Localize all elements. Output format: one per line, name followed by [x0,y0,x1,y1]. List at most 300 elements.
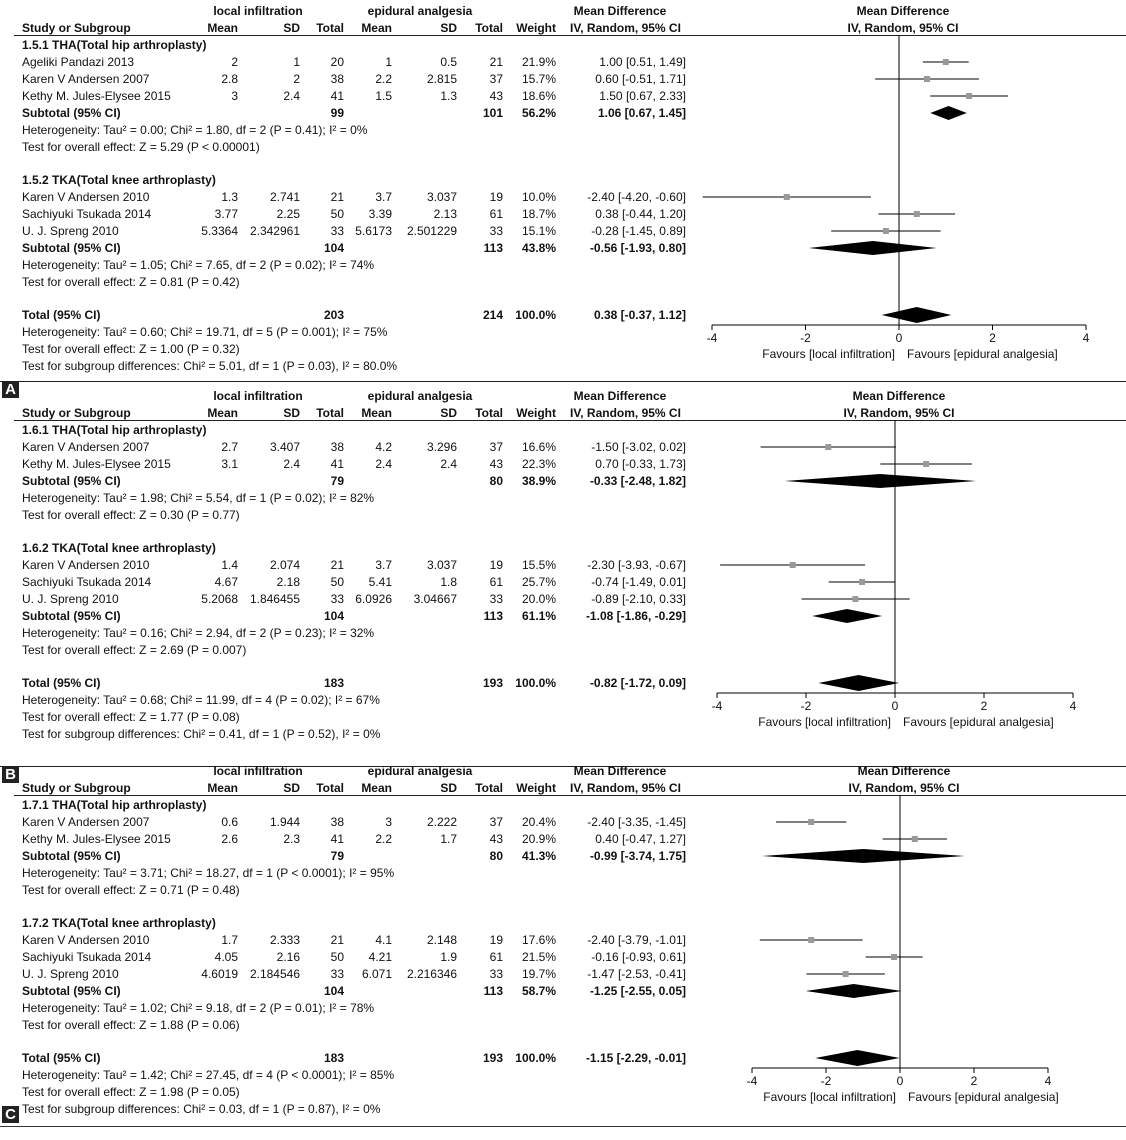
plot-subheader: IV, Random, 95% CI [699,406,1099,420]
study-row-mean1: 4.67 [0,575,238,589]
subtotal-row-ci: -1.25 [-2.55, 0.05] [386,984,686,998]
subtotal-row-weight: 43.8% [256,241,556,255]
subtotal-row-total2: 80 [203,474,503,488]
study-row-ci: 0.70 [-0.33, 1.73] [386,457,686,471]
subgroup-title: 1.7.1 THA(Total hip arthroplasty) [22,798,206,812]
study-row-mean1: 2 [0,55,238,69]
subtotal-row-total2: 113 [203,609,503,623]
total-overall-effect-text: Test for overall effect: Z = 1.00 (P = 0.32) [22,342,240,356]
x-tick-label: 4 [873,699,1126,713]
study-row-sd2: 3.037 [157,190,457,204]
subtotal-row-label: Subtotal (95% CI) [22,609,121,623]
study-row-total2: 43 [203,832,503,846]
heterogeneity-text: Heterogeneity: Tau² = 1.98; Chi² = 5.54, df = 1 (P = 0.02); I² = 82% [22,491,374,505]
study-row-sd1: 2 [0,72,300,86]
column-mean-1: Mean [0,406,238,420]
subtotal-row-total2: 113 [203,241,503,255]
heterogeneity-text: Heterogeneity: Tau² = 1.02; Chi² = 9.18, df = 2 (P = 0.01); I² = 78% [22,1001,374,1015]
subtotal-row-total1: 79 [44,474,344,488]
study-row-total1: 50 [44,207,344,221]
x-tick-label: -4 [517,699,917,713]
study-row-mean2: 3.7 [92,558,392,572]
study-row-ci: -1.47 [-2.53, -0.41] [386,967,686,981]
study-row-mean1: 4.6019 [0,967,238,981]
group2-header: epidural analgesia [220,4,620,18]
subgroup-title: 1.7.2 TKA(Total knee arthroplasty) [22,916,216,930]
point-estimate [923,461,929,467]
column-study: Study or Subgroup [22,21,131,35]
subtotal-diamond [930,106,966,120]
point-estimate [790,562,796,568]
subtotal-row-weight: 61.1% [256,609,556,623]
subtotal-row-label: Subtotal (95% CI) [22,849,121,863]
favours-left-label: Favours [local infiltration] [591,715,891,729]
study-row-weight: 22.3% [256,457,556,471]
point-estimate [808,937,814,943]
study-row-total1: 41 [44,89,344,103]
study-row-weight: 20.0% [256,592,556,606]
study-row-sd2: 0.5 [157,55,457,69]
subtotal-row-label: Subtotal (95% CI) [22,474,121,488]
total-row-label: Total (95% CI) [22,308,100,322]
study-row-total1: 38 [44,440,344,454]
column-weight: Weight [256,781,556,795]
column-total-1: Total [44,406,344,420]
study-row-total1: 33 [44,224,344,238]
study-row-weight: 15.7% [256,72,556,86]
subtotal-row-total1: 79 [44,849,344,863]
study-row-label: Kethy M. Jules-Elysee 2015 [22,89,171,103]
x-tick-label: 2 [793,331,1126,345]
forest-panel-b [0,385,1126,765]
effect-column-header: Mean Difference [420,764,820,778]
column-sd-2: SD [157,406,457,420]
subgroup-differences-text: Test for subgroup differences: Chi² = 5.01, df = 1 (P = 0.03), I² = 80.0% [22,359,397,373]
point-estimate [912,836,918,842]
study-row-total2: 33 [203,967,503,981]
study-row-total1: 20 [44,55,344,69]
study-row-total2: 43 [203,457,503,471]
total-row-total1: 183 [44,676,344,690]
study-row-sd1: 2.16 [0,950,300,964]
point-estimate [943,59,949,65]
study-row-ci: -0.16 [-0.93, 0.61] [386,950,686,964]
column-weight: Weight [256,21,556,35]
study-row-sd1: 2.4 [0,457,300,471]
study-row-mean1: 2.8 [0,72,238,86]
study-row-ci: 0.38 [-0.44, 1.20] [386,207,686,221]
x-tick-label: 4 [886,331,1126,345]
subtotal-row-weight: 38.9% [256,474,556,488]
plot-subheader: IV, Random, 95% CI [703,21,1103,35]
heterogeneity-text: Heterogeneity: Tau² = 0.16; Chi² = 2.94, df = 2 (P = 0.23); I² = 32% [22,626,374,640]
forest-panel-c [0,760,1126,1140]
total-overall-effect-text: Test for overall effect: Z = 1.98 (P = 0.05) [22,1085,240,1099]
favours-left-label: Favours [local infiltration] [595,347,895,361]
group2-header: epidural analgesia [220,389,620,403]
study-row-sd1: 2.4 [0,89,300,103]
column-mean-2: Mean [92,406,392,420]
study-row-ci: 1.00 [0.51, 1.49] [386,55,686,69]
study-row-sd2: 1.3 [157,89,457,103]
total-overall-effect-text: Test for overall effect: Z = 1.77 (P = 0.08) [22,710,240,724]
subtotal-row-ci: -1.08 [-1.86, -0.29] [386,609,686,623]
heterogeneity-text: Heterogeneity: Tau² = 1.05; Chi² = 7.65, df = 2 (P = 0.02); I² = 74% [22,258,374,272]
total-diamond [882,307,952,323]
study-row-weight: 18.7% [256,207,556,221]
column-sd-2: SD [157,781,457,795]
study-row-label: Karen V Andersen 2010 [22,558,149,572]
forest-panel-a [0,0,1126,380]
study-row-total1: 50 [44,575,344,589]
point-estimate [914,211,920,217]
column-ci: IV, Random, 95% CI [570,781,681,795]
study-row-weight: 20.9% [256,832,556,846]
study-row-mean2: 4.1 [92,933,392,947]
point-estimate [891,954,897,960]
column-total-2: Total [203,781,503,795]
panel-letter: A [2,381,19,398]
study-row-total1: 21 [44,190,344,204]
total-row-label: Total (95% CI) [22,1051,100,1065]
study-row-sd2: 2.216346 [157,967,457,981]
study-row-weight: 21.9% [256,55,556,69]
column-sd-2: SD [157,21,457,35]
study-row-sd2: 2.148 [157,933,457,947]
subtotal-row-label: Subtotal (95% CI) [22,106,121,120]
column-mean-1: Mean [0,21,238,35]
study-row-weight: 25.7% [256,575,556,589]
study-row-mean2: 4.21 [92,950,392,964]
subtotal-row-ci: -0.99 [-3.74, 1.75] [386,849,686,863]
subtotal-diamond [809,241,937,255]
subtotal-row-total2: 80 [203,849,503,863]
study-row-total1: 50 [44,950,344,964]
x-tick-label: -2 [606,331,1006,345]
study-row-sd2: 3.037 [157,558,457,572]
total-heterogeneity-text: Heterogeneity: Tau² = 0.60; Chi² = 19.71, df = 5 (P = 0.001); I² = 75% [22,325,387,339]
x-tick-label: -4 [552,1074,952,1088]
effect-column-header: Mean Difference [420,389,820,403]
study-row-mean2: 6.0926 [92,592,392,606]
x-tick-label: 4 [848,1074,1126,1088]
study-row-sd2: 2.4 [157,457,457,471]
subgroup-title: 1.6.2 TKA(Total knee arthroplasty) [22,541,216,555]
study-row-label: U. J. Spreng 2010 [22,224,119,238]
plot-header: Mean Difference [703,4,1103,18]
study-row-mean1: 2.7 [0,440,238,454]
study-row-weight: 10.0% [256,190,556,204]
total-row-weight: 100.0% [256,1051,556,1065]
study-row-total2: 33 [203,224,503,238]
study-row-total2: 43 [203,89,503,103]
study-row-sd1: 2.184546 [0,967,300,981]
column-sd-1: SD [0,781,300,795]
study-row-weight: 20.4% [256,815,556,829]
subtotal-row-ci: 1.06 [0.67, 1.45] [386,106,686,120]
study-row-total2: 33 [203,592,503,606]
study-row-mean2: 2.2 [92,832,392,846]
study-row-mean1: 3.77 [0,207,238,221]
column-weight: Weight [256,406,556,420]
study-row-total1: 41 [44,457,344,471]
study-row-weight: 18.6% [256,89,556,103]
total-heterogeneity-text: Heterogeneity: Tau² = 1.42; Chi² = 27.45, df = 4 (P < 0.0001); I² = 85% [22,1068,394,1082]
subtotal-row-total1: 104 [44,609,344,623]
x-tick-label: 2 [774,1074,1126,1088]
study-row-ci: -1.50 [-3.02, 0.02] [386,440,686,454]
study-row-sd1: 1.944 [0,815,300,829]
favours-left-label: Favours [local infiltration] [596,1090,896,1104]
subgroup-differences-text: Test for subgroup differences: Chi² = 0.41, df = 1 (P = 0.52), I² = 0% [22,727,380,741]
study-row-total2: 21 [203,55,503,69]
study-row-mean1: 3 [0,89,238,103]
study-row-sd2: 3.04667 [157,592,457,606]
total-row-weight: 100.0% [256,676,556,690]
study-row-sd1: 2.074 [0,558,300,572]
x-tick-label: 0 [699,331,1099,345]
plot-header: Mean Difference [699,389,1099,403]
study-row-mean2: 3.39 [92,207,392,221]
x-tick-label: 0 [695,699,1095,713]
study-row-total2: 61 [203,575,503,589]
subgroup-title: 1.6.1 THA(Total hip arthroplasty) [22,423,206,437]
study-row-sd1: 1.846455 [0,592,300,606]
study-row-sd1: 2.3 [0,832,300,846]
total-row-total2: 193 [203,676,503,690]
column-mean-1: Mean [0,781,238,795]
study-row-total1: 21 [44,558,344,572]
subtotal-diamond [806,984,902,998]
subgroup-differences-text: Test for subgroup differences: Chi² = 0.03, df = 1 (P = 0.87), I² = 0% [22,1102,380,1116]
subtotal-row-total2: 113 [203,984,503,998]
column-study: Study or Subgroup [22,781,131,795]
study-row-sd1: 2.333 [0,933,300,947]
study-row-mean1: 2.6 [0,832,238,846]
study-row-sd2: 1.7 [157,832,457,846]
group1-header: local infiltration [58,4,458,18]
column-total-1: Total [44,781,344,795]
point-estimate [859,579,865,585]
subtotal-diamond [785,474,976,488]
figure-bottom-border [0,1126,1126,1127]
study-row-mean1: 1.3 [0,190,238,204]
study-row-mean1: 1.7 [0,933,238,947]
column-total-1: Total [44,21,344,35]
study-row-ci: -0.28 [-1.45, 0.89] [386,224,686,238]
study-row-ci: 1.50 [0.67, 2.33] [386,89,686,103]
study-row-ci: -0.89 [-2.10, 0.33] [386,592,686,606]
total-row-weight: 100.0% [256,308,556,322]
study-row-sd2: 2.815 [157,72,457,86]
study-row-sd1: 3.407 [0,440,300,454]
study-row-total2: 61 [203,207,503,221]
study-row-sd1: 1 [0,55,300,69]
study-row-total2: 19 [203,190,503,204]
study-row-total1: 38 [44,72,344,86]
point-estimate [825,444,831,450]
study-row-total2: 19 [203,933,503,947]
study-row-sd2: 1.8 [157,575,457,589]
study-row-mean2: 1.5 [92,89,392,103]
x-tick-label: -4 [512,331,912,345]
study-row-total1: 33 [44,967,344,981]
point-estimate [808,819,814,825]
favours-right-label: Favours [epidural analgesia] [908,1090,1059,1104]
study-row-weight: 15.1% [256,224,556,238]
study-row-sd2: 2.501229 [157,224,457,238]
study-row-mean2: 3 [92,815,392,829]
total-row-ci: 0.38 [-0.37, 1.12] [386,308,686,322]
favours-right-label: Favours [epidural analgesia] [903,715,1054,729]
column-sd-1: SD [0,406,300,420]
study-row-ci: 0.40 [-0.47, 1.27] [386,832,686,846]
subtotal-row-label: Subtotal (95% CI) [22,241,121,255]
total-row-label: Total (95% CI) [22,676,100,690]
total-diamond [815,1050,899,1066]
study-row-label: Ageliki Pandazi 2013 [22,55,134,69]
point-estimate [924,76,930,82]
study-row-label: Karen V Andersen 2010 [22,190,149,204]
study-row-total1: 21 [44,933,344,947]
overall-effect-text: Test for overall effect: Z = 0.71 (P = 0.48) [22,883,240,897]
subgroup-title: 1.5.1 THA(Total hip arthroplasty) [22,38,206,52]
study-row-mean1: 5.3364 [0,224,238,238]
subtotal-diamond [812,609,882,623]
study-row-weight: 16.6% [256,440,556,454]
total-row-total2: 193 [203,1051,503,1065]
study-row-mean2: 6.071 [92,967,392,981]
subtotal-row-label: Subtotal (95% CI) [22,984,121,998]
study-row-sd2: 2.13 [157,207,457,221]
study-row-label: Kethy M. Jules-Elysee 2015 [22,832,171,846]
column-mean-2: Mean [92,781,392,795]
favours-right-label: Favours [epidural analgesia] [907,347,1058,361]
study-row-total2: 37 [203,72,503,86]
subtotal-row-weight: 41.3% [256,849,556,863]
total-diamond [818,675,899,691]
study-row-total2: 37 [203,440,503,454]
study-row-label: Sachiyuki Tsukada 2014 [22,207,151,221]
overall-effect-text: Test for overall effect: Z = 1.88 (P = 0.06) [22,1018,240,1032]
x-tick-label: 0 [700,1074,1100,1088]
point-estimate [843,971,849,977]
panel-separator [0,381,1126,382]
panel-letter: C [2,1106,19,1123]
total-row-ci: -0.82 [-1.72, 0.09] [386,676,686,690]
study-row-sd1: 2.741 [0,190,300,204]
plot-header: Mean Difference [704,764,1104,778]
subtotal-row-total1: 104 [44,241,344,255]
column-ci: IV, Random, 95% CI [570,406,681,420]
study-row-label: Sachiyuki Tsukada 2014 [22,950,151,964]
study-row-label: Karen V Andersen 2010 [22,933,149,947]
group1-header: local infiltration [58,764,458,778]
study-row-ci: -2.40 [-3.79, -1.01] [386,933,686,947]
study-row-sd1: 2.342961 [0,224,300,238]
panel-letter: B [2,766,19,783]
study-row-weight: 17.6% [256,933,556,947]
column-study: Study or Subgroup [22,406,131,420]
study-row-mean1: 0.6 [0,815,238,829]
point-estimate [883,228,889,234]
point-estimate [852,596,858,602]
study-row-sd1: 2.25 [0,207,300,221]
total-row-total1: 183 [44,1051,344,1065]
group2-header: epidural analgesia [220,764,620,778]
study-row-mean2: 2.2 [92,72,392,86]
subtotal-diamond [762,849,965,863]
subtotal-row-total1: 99 [44,106,344,120]
study-row-ci: 0.60 [-0.51, 1.71] [386,72,686,86]
study-row-label: Karen V Andersen 2007 [22,440,149,454]
study-row-mean2: 2.4 [92,457,392,471]
subtotal-row-total1: 104 [44,984,344,998]
study-row-sd2: 2.222 [157,815,457,829]
subtotal-row-weight: 58.7% [256,984,556,998]
study-row-label: Karen V Andersen 2007 [22,72,149,86]
study-row-total1: 33 [44,592,344,606]
heterogeneity-text: Heterogeneity: Tau² = 3.71; Chi² = 18.27, df = 1 (P < 0.0001); I² = 95% [22,866,394,880]
subtotal-row-ci: -0.33 [-2.48, 1.82] [386,474,686,488]
x-tick-label: -2 [606,699,1006,713]
study-row-total2: 61 [203,950,503,964]
study-row-ci: -2.30 [-3.93, -0.67] [386,558,686,572]
overall-effect-text: Test for overall effect: Z = 2.69 (P = 0.007) [22,643,246,657]
study-row-total2: 19 [203,558,503,572]
study-row-mean1: 5.2068 [0,592,238,606]
subtotal-row-total2: 101 [203,106,503,120]
study-row-sd1: 2.18 [0,575,300,589]
x-tick-label: 2 [784,699,1126,713]
total-row-ci: -1.15 [-2.29, -0.01] [386,1051,686,1065]
overall-effect-text: Test for overall effect: Z = 0.30 (P = 0.77) [22,508,240,522]
study-row-mean2: 5.41 [92,575,392,589]
point-estimate [966,93,972,99]
study-row-sd2: 1.9 [157,950,457,964]
total-heterogeneity-text: Heterogeneity: Tau² = 0.68; Chi² = 11.99, df = 4 (P = 0.02); I² = 67% [22,693,380,707]
study-row-label: Sachiyuki Tsukada 2014 [22,575,151,589]
study-row-mean1: 3.1 [0,457,238,471]
column-sd-1: SD [0,21,300,35]
study-row-mean2: 3.7 [92,190,392,204]
study-row-label: U. J. Spreng 2010 [22,592,119,606]
column-ci: IV, Random, 95% CI [570,21,681,35]
study-row-total1: 38 [44,815,344,829]
subtotal-row-weight: 56.2% [256,106,556,120]
x-tick-label: -2 [626,1074,1026,1088]
study-row-weight: 19.7% [256,967,556,981]
point-estimate [784,194,790,200]
study-row-ci: -2.40 [-4.20, -0.60] [386,190,686,204]
subtotal-row-ci: -0.56 [-1.93, 0.80] [386,241,686,255]
group1-header: local infiltration [58,389,458,403]
study-row-sd2: 3.296 [157,440,457,454]
study-row-mean2: 5.6173 [92,224,392,238]
study-row-mean2: 4.2 [92,440,392,454]
study-row-weight: 21.5% [256,950,556,964]
column-total-2: Total [203,406,503,420]
study-row-mean2: 1 [92,55,392,69]
study-row-total1: 41 [44,832,344,846]
column-mean-2: Mean [92,21,392,35]
study-row-label: Kethy M. Jules-Elysee 2015 [22,457,171,471]
study-row-weight: 15.5% [256,558,556,572]
study-row-mean1: 4.05 [0,950,238,964]
study-row-total2: 37 [203,815,503,829]
effect-column-header: Mean Difference [420,4,820,18]
total-row-total1: 203 [44,308,344,322]
